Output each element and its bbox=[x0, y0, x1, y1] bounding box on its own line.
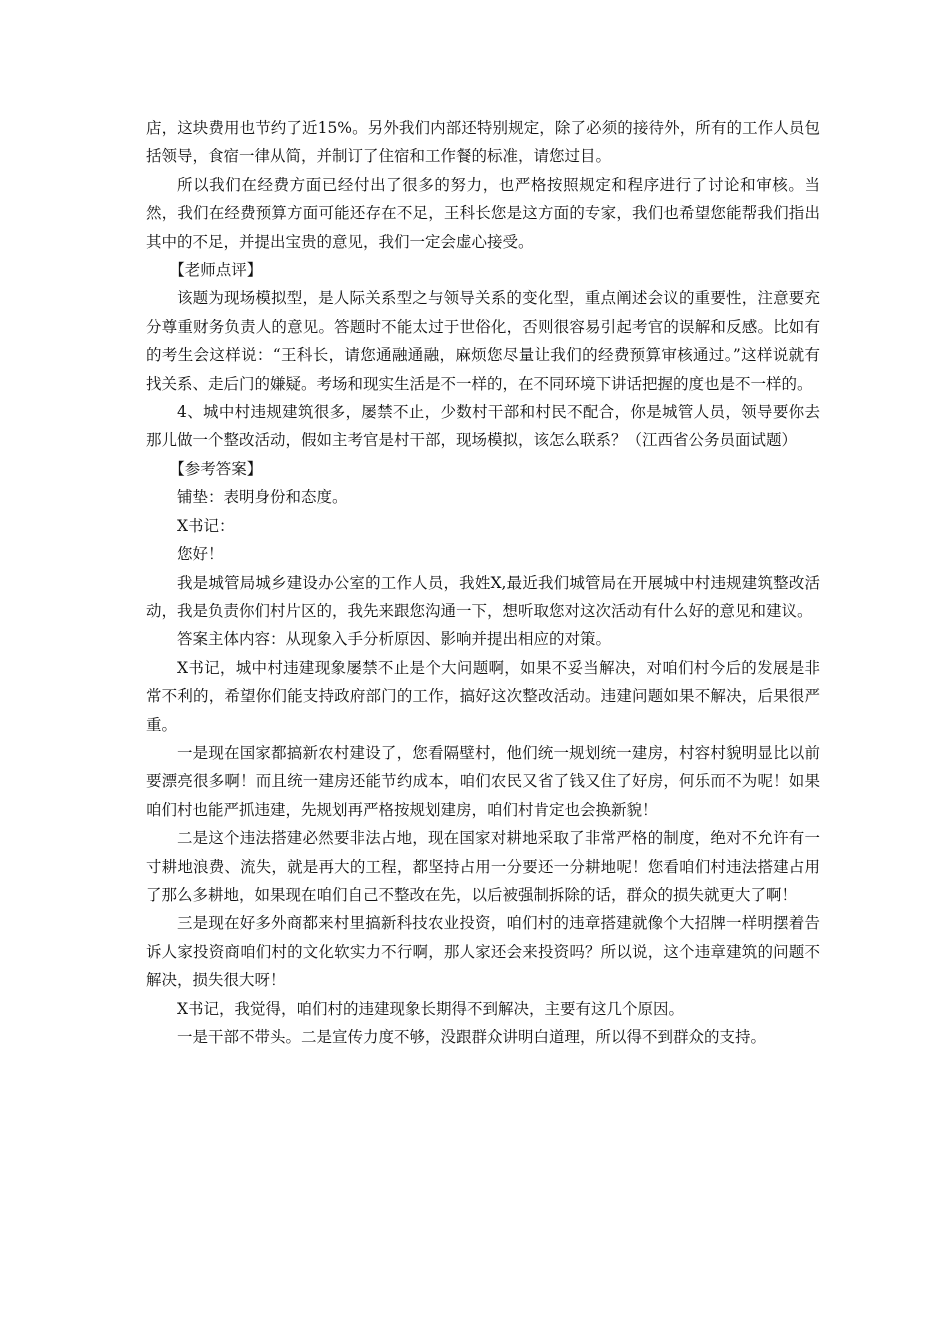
paragraph-problem-statement: X书记，城中村违建现象屡禁不止是个大问题啊，如果不妥当解决，对咱们村今后的发展是非常不利的，希望你们能支持政府部门的工作，搞好这次整改活动。违建问题如果不解决，后果很严重。 bbox=[146, 658, 820, 734]
paragraph-question-4: 4、城中村违规建筑很多，屡禁不止，少数村干部和村民不配合，你是城管人员，领导要你去那儿做一个整改活动，假如主考官是村干部，现场模拟，该怎么联系？（江西省公务员面试题） bbox=[146, 403, 820, 450]
paragraph-causes-intro: X书记，我觉得，咱们村的违建现象长期得不到解决，主要有这几个原因。 bbox=[177, 999, 685, 1018]
paragraph-continuation: 店，这块费用也节约了近15%。另外我们内部还特别规定，除了必须的接待外，所有的工作人员包括领导，食宿一律从简，并制订了住宿和工作餐的标准，请您过目。 bbox=[146, 119, 820, 166]
heading-reference-answer: 【参考答案】 bbox=[169, 459, 263, 478]
paragraph-point-two: 二是这个违法搭建必然要非法占地，现在国家对耕地采取了非常严格的制度，绝对不允许有一寸耕地浪费、流失，就是再大的工程，都坚持占用一分要还一分耕地呢！您看咱们村违法搭建占用了那么多耕地，如果现在咱们自己不整改在先，以后被强制拆除的话，群众的损失就更大了啊！ bbox=[146, 829, 820, 904]
paragraph-point-one: 一是现在国家都搞新农村建设了，您看隔壁村，他们统一规划统一建房，村容村貌明显比以前要漂亮很多啊！而且统一建房还能节约成本，咱们农民又省了钱又住了好房，何乐而不为呢！如果咱们村也能严抓违建，先规划再严格按规划建房，咱们村肯定也会换新貌！ bbox=[146, 743, 820, 819]
document-body bbox=[146, 114, 820, 1051]
paragraph-budget-effort: 所以我们在经费方面已经付出了很多的努力，也严格按照规定和程序进行了讨论和审核。当然，我们在经费预算方面可能还存在不足，王科长您是这方面的专家，我们也希望您能帮我们指出其中的不足，并提出宝贵的意见，我们一定会虚心接受。 bbox=[146, 175, 820, 251]
paragraph-main-content-label: 答案主体内容：从现象入手分析原因、影响并提出相应的对策。 bbox=[177, 630, 612, 649]
paragraph-teacher-comment: 该题为现场模拟型，是人际关系型之与领导关系的变化型，重点阐述会议的重要性，注意要充分尊重财务负责人的意见。答题时不能太过于世俗化，否则很容易引起考官的误解和反感。比如有的考生会这样说：“王科长，请您通融通融，麻烦您尽量让我们的经费预算审核通过。”这样说就有找关系、走后门的嫌疑。考场和现实生活是不一样的，在不同环境下讲话把握的度也是不一样的。 bbox=[146, 289, 820, 393]
paragraph-intro-label: 铺垫：表明身份和态度。 bbox=[177, 488, 348, 507]
paragraph-causes-list: 一是干部不带头。二是宣传力度不够，没跟群众讲明白道理，所以得不到群众的支持。 bbox=[177, 1028, 767, 1046]
paragraph-point-three: 三是现在好多外商都来村里搞新科技农业投资，咱们村的违章搭建就像个大招牌一样明摆着告诉人家投资商咱们村的文化软实力不行啊，那人家还会来投资吗？所以说，这个违章建筑的问题不解决，损失很大呀！ bbox=[146, 914, 820, 990]
paragraph-self-introduction: 我是城管局城乡建设办公室的工作人员，我姓X,最近我们城管局在开展城中村违规建筑整改活动，我是负责你们村片区的，我先来跟您沟通一下，想听取您对这次活动有什么好的意见和建议。 bbox=[146, 573, 820, 620]
paragraph-greeting: 您好！ bbox=[177, 545, 224, 564]
paragraph-salutation: X书记： bbox=[177, 516, 235, 535]
heading-teacher-comment: 【老师点评】 bbox=[169, 261, 263, 280]
